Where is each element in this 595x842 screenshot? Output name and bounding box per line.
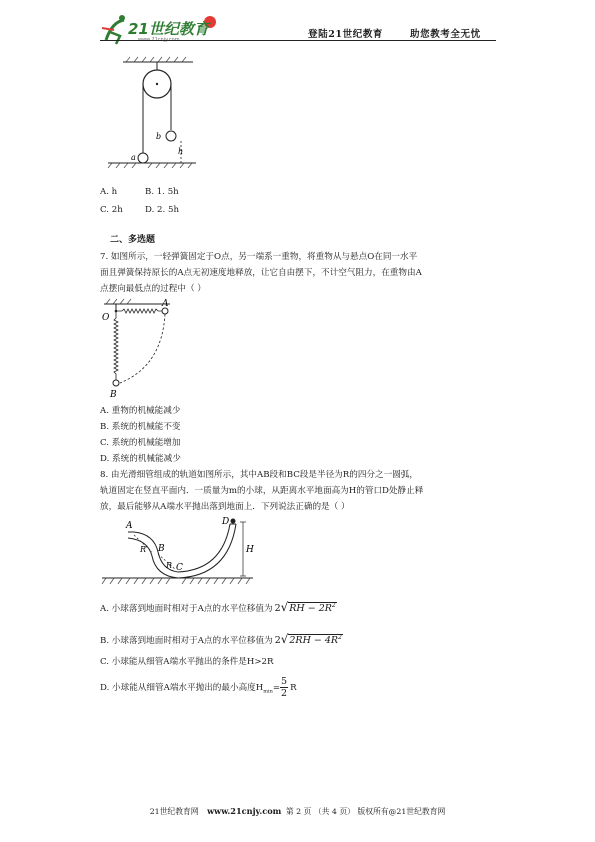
- q7-text-line3: 点摆向最低点的过程中（ ）: [100, 284, 206, 294]
- q8-label-b: B: [158, 544, 165, 554]
- q8-option-b-exp: 2: [338, 634, 342, 641]
- site-logo: [98, 10, 228, 48]
- header-slogan-1: 登陆21世纪教育: [308, 29, 384, 40]
- q8-text-line2: 轨道固定在竖直平面内．一质量为m的小球，从距离水平地面高为H的管口D处静止释: [100, 486, 424, 496]
- q7-option-d: D. 系统的机械能减少: [100, 454, 181, 464]
- q8-option-b-expr: 2RH − 4R: [289, 635, 339, 647]
- footer-site: 21世纪教育网: [149, 807, 199, 816]
- q7-text-line1: 7. 如图所示，一轻弹簧固定于O点，另一端系一重物，将重物从与悬点O在同一水平: [100, 252, 418, 262]
- footer-page-info: 第 2 页 （共 4 页） 版权所有@21世纪教育网: [285, 807, 446, 816]
- q8-option-d-tail: R: [290, 683, 297, 693]
- q7-spring-figure: [98, 296, 188, 400]
- q8-label-a: A: [126, 521, 133, 531]
- sqrt-icon: √: [280, 632, 289, 647]
- q8-label-h: H: [246, 545, 254, 555]
- footer-url[interactable]: www.21cnjy.com: [207, 806, 282, 816]
- q8-label-r2: R: [166, 561, 173, 570]
- q8-option-a-exp: 2: [331, 602, 336, 609]
- header-slogan-2: 助您教考全无忧: [410, 29, 481, 40]
- q8-option-b: [100, 632, 343, 647]
- q7-label-o: O: [102, 313, 110, 323]
- q8-option-a-coef: 2: [274, 603, 281, 615]
- q8-option-d-den: 2: [281, 688, 288, 699]
- q6-option-d: D. 2. 5h: [145, 205, 179, 215]
- q8-option-b-radicand: [288, 634, 343, 646]
- q8-track-figure: [98, 512, 258, 588]
- q7-label-b: B: [110, 390, 117, 400]
- q8-option-c: C. 小球能从细管A端水平抛出的条件是H>2R: [100, 657, 274, 667]
- q8-label-r1: R: [140, 545, 147, 554]
- page-footer: [0, 806, 595, 817]
- q8-option-a-expr: RH − 2R: [289, 603, 332, 615]
- q7-option-c: C. 系统的机械能增加: [100, 438, 181, 448]
- q6-pulley-figure: [98, 50, 208, 170]
- q6-option-a: A. h: [100, 187, 118, 197]
- q8-option-b-coef: 2: [274, 635, 281, 647]
- q6-option-c: C. 2h: [100, 205, 123, 215]
- q8-option-a-text: A. 小球落到地面时相对于A点的水平位移值为: [100, 604, 273, 615]
- q7-option-b: B. 系统的机械能不变: [100, 422, 181, 432]
- q8-text-line1: 8. 由光滑细管组成的轨道如图所示，其中AB段和BC段是半径为R的四分之一圆弧，: [100, 470, 418, 480]
- logo-text: 21世纪教育: [128, 20, 209, 38]
- q8-option-d-text: D. 小球能从细管A端水平抛出的最小高度H: [100, 683, 264, 693]
- q8-option-d-eq: =: [272, 683, 281, 693]
- q8-option-a: [100, 600, 337, 615]
- sqrt-icon: √: [280, 600, 289, 615]
- logo-url: www.21cnjy.com: [138, 37, 180, 43]
- q8-label-c: C: [176, 563, 183, 573]
- header-divider: [100, 40, 496, 41]
- q8-option-b-text: B. 小球落到地面时相对于A点的水平位移值为: [100, 636, 273, 647]
- q8-option-d-num: 5: [281, 676, 288, 687]
- section-title: 二、多选题: [110, 235, 156, 245]
- q6-label-h: h: [178, 147, 184, 156]
- q8-option-d-fraction: [280, 676, 288, 699]
- q7-text-line2: 面且弹簧保持原长的A点无初速度地释放，让它自由摆下，不计空气阻力，在重物由A: [100, 268, 422, 278]
- q8-label-d: D: [222, 517, 230, 527]
- q6-label-a: a: [131, 153, 136, 162]
- q6-option-b: B. 1. 5h: [145, 187, 179, 197]
- q8-option-a-radicand: [288, 602, 336, 614]
- q8-option-d: [100, 676, 297, 703]
- q6-label-b: b: [156, 132, 162, 141]
- q8-option-d-sub: min: [263, 688, 273, 695]
- q8-text-line3: 放，最后能够从A端水平抛出落到地面上．下列说法正确的是（ ）: [100, 502, 350, 512]
- q7-option-a: A. 重物的机械能减少: [100, 406, 181, 416]
- q7-label-a: A: [162, 299, 169, 309]
